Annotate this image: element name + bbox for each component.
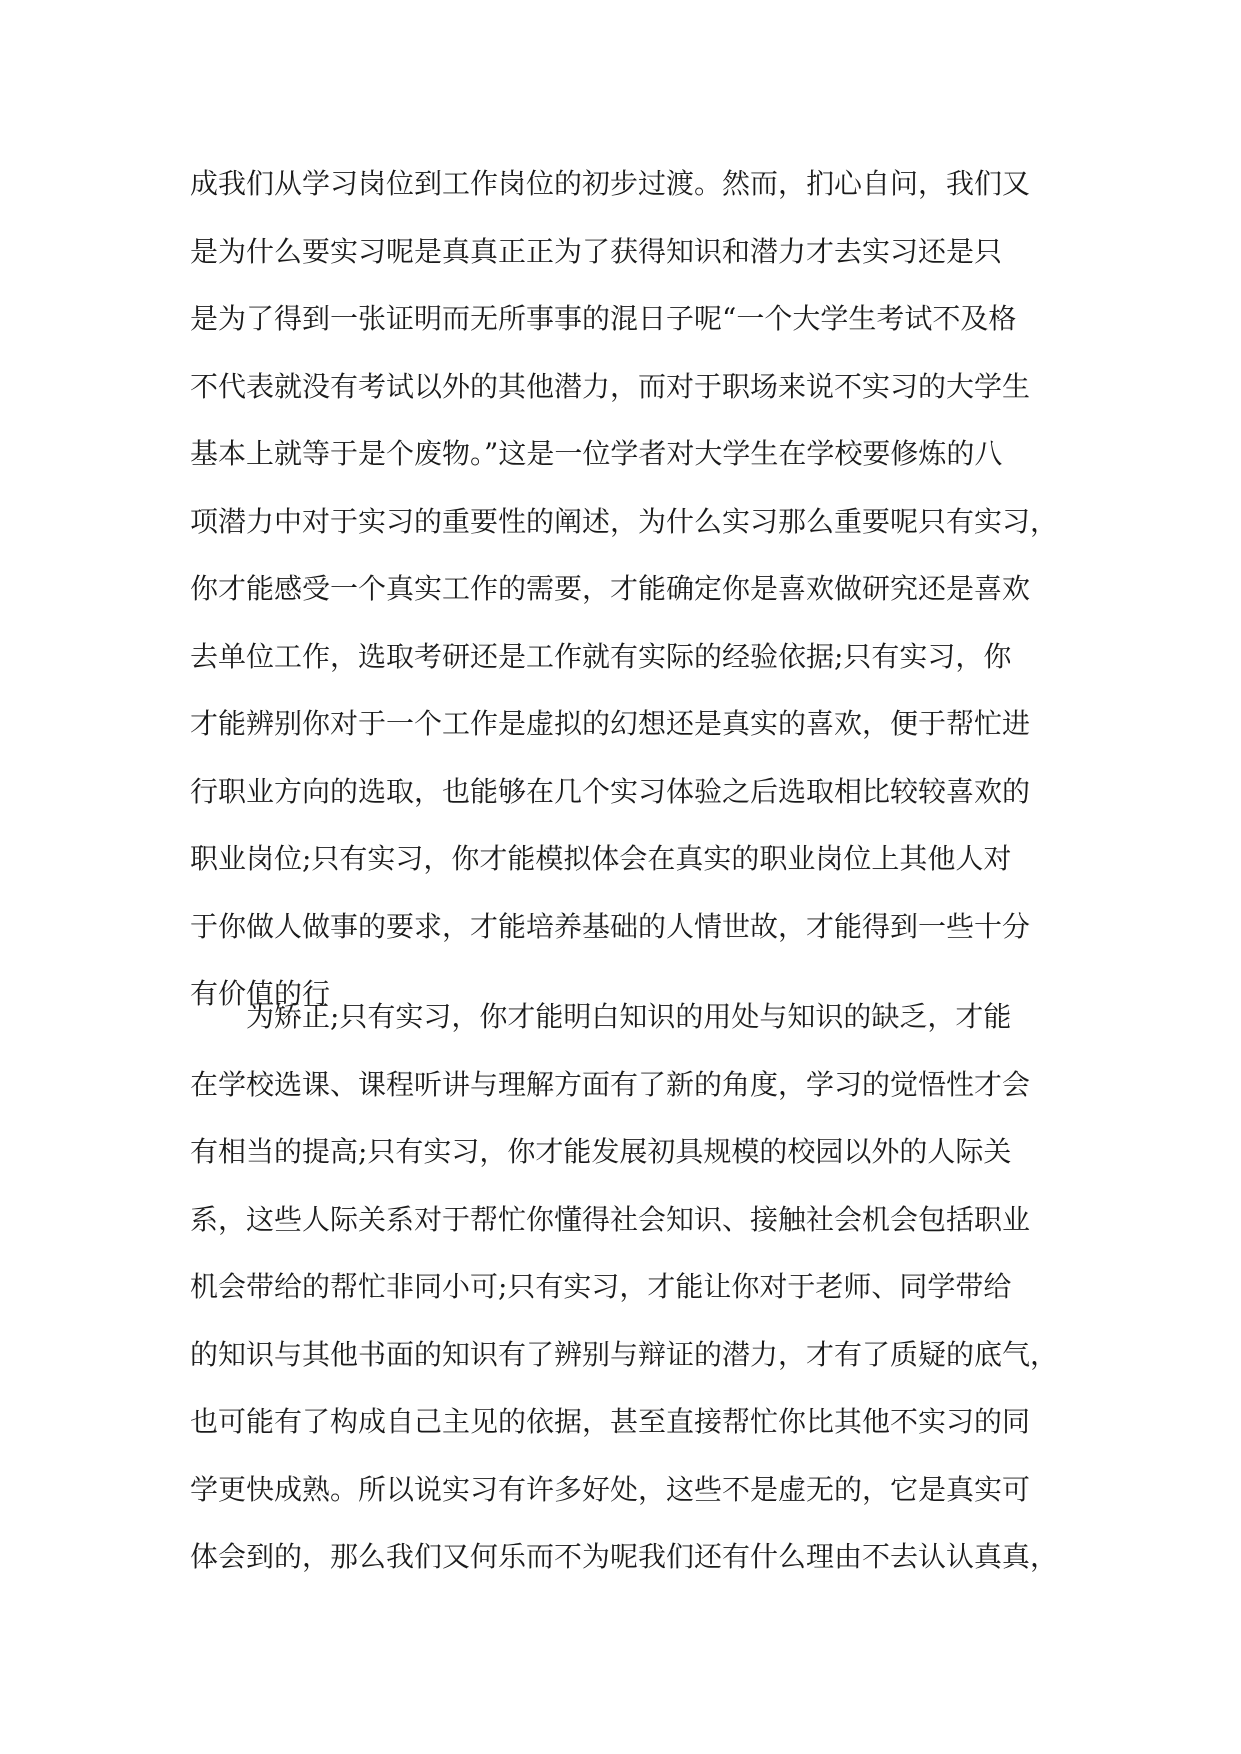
- text-line: 你才能感受一个真实工作的需要，才能确定你是喜欢做研究还是喜欢: [190, 572, 1031, 605]
- paragraph-2: [190, 996, 1060, 1604]
- text-line: 体会到的，那么我们又何乐而不为呢我们还有什么理由不去认认真真，: [190, 1540, 1059, 1573]
- text-line: 成我们从学习岗位到工作岗位的初步过渡。然而，扪心自问，我们又: [190, 167, 1031, 200]
- text-line: 不代表就没有考试以外的其他潜力，而对于职场来说不实习的大学生: [190, 369, 1031, 403]
- text-line: 才能辨别你对于一个工作是虚拟的幻想还是真实的喜欢，便于帮忙进: [190, 707, 1031, 740]
- text-line: 是为什么要实习呢是真真正正为了获得知识和潜力才去实习还是只: [190, 234, 1003, 268]
- text-line: 机会带给的帮忙非同小可;只有实习，才能让你对于老师、同学带给: [190, 1270, 1012, 1303]
- text-line: 为矫正;只有实习，你才能明白知识的用处与知识的缺乏，才能: [246, 1000, 1012, 1033]
- text-line: 基本上就等于是个废物。”这是一位学者对大学生在学校要修炼的八: [190, 437, 1003, 470]
- text-line: 去单位工作，选取考研还是工作就有实际的经验依据;只有实习，你: [190, 639, 1012, 673]
- text-line: 也可能有了构成自己主见的依据，甚至直接帮忙你比其他不实习的同: [190, 1405, 1031, 1438]
- paragraph-1: [190, 163, 1060, 1041]
- text-line: 有相当的提高;只有实习，你才能发展初具规模的校园以外的人际关: [190, 1135, 1012, 1168]
- text-line: 是为了得到一张证明而无所事事的混日子呢“一个大学生考试不及格: [190, 302, 1017, 335]
- text-line: 有价值的行: [190, 977, 331, 1010]
- text-line: 职业岗位;只有实习，你才能模拟体会在真实的职业岗位上其他人对: [190, 842, 1012, 875]
- text-line: 于你做人做事的要求，才能培养基础的人情世故，才能得到一些十分: [190, 909, 1031, 943]
- text-line: 的知识与其他书面的知识有了辨别与辩证的潜力，才有了质疑的底气，: [190, 1337, 1059, 1371]
- text-line: 系，这些人际关系对于帮忙你懂得社会知识、接触社会机会包括职业: [190, 1202, 1031, 1236]
- text-line: 项潜力中对于实习的重要性的阐述，为什么实习那么重要呢只有实习，: [190, 504, 1059, 538]
- text-line: 学更快成熟。所以说实习有许多好处，这些不是虚无的，它是真实可: [190, 1472, 1031, 1506]
- text-line: 行职业方向的选取，也能够在几个实习体验之后选取相比较较喜欢的: [190, 774, 1031, 808]
- text-line: 在学校选课、课程听讲与理解方面有了新的角度，学习的觉悟性才会: [190, 1067, 1031, 1101]
